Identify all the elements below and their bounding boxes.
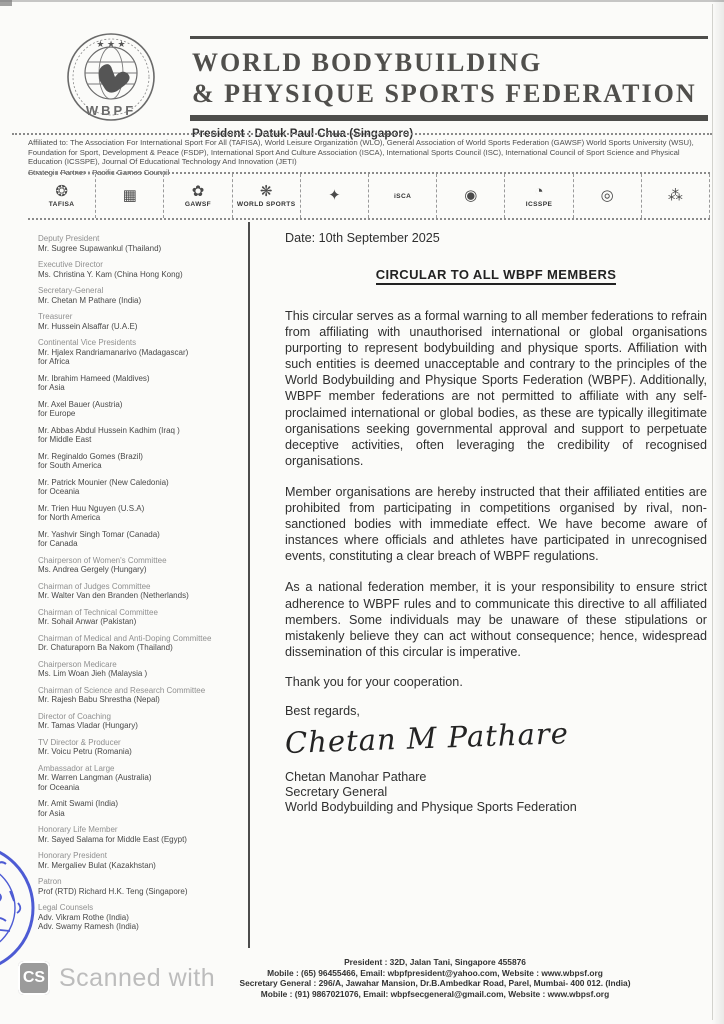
officer-title: Treasurer [38, 312, 73, 321]
dotted-separator [12, 133, 712, 135]
officer-title: Chairman of Medical and Anti-Doping Committee [38, 633, 212, 643]
watermark-text: Scanned with [59, 963, 216, 992]
affiliate-logo-cell [574, 174, 642, 218]
officer-title: Chairman of Science and Research Committee [38, 685, 206, 695]
officer-name: Mr. Yashvir Singh Tomar (Canada) [38, 529, 160, 539]
affiliate-logo-icon: ✦ [328, 187, 341, 204]
officer-title: Continental Vice Presidents [38, 338, 137, 347]
footer-line-3: Secretary General : 296/A, Jawahar Mansion, Dr.B.Ambedkar Road, Parel, Mumbai- 400 012. (India) [239, 978, 631, 989]
officer-title: Secretary-General [38, 286, 104, 295]
footer-line-1: President : 32D, Jalan Tani, Singapore 455876 [344, 957, 526, 967]
camscanner-icon: CS [18, 961, 50, 995]
officer-title: Chairman of Judges Committee [38, 581, 151, 591]
officer-entry [38, 478, 244, 497]
wbpf-logo-icon [60, 31, 162, 127]
affiliate-logo-icon: ◉ [464, 187, 478, 204]
affiliate-logo-label: WORLD SPORTS [236, 201, 296, 208]
officer-region: for Middle East [38, 435, 92, 444]
footer-line-4: Mobile : (91) 9867021076, Email: wbpfsecgeneral@gmail.com, Website : www.wbpsf.org [260, 988, 610, 999]
officer-entry [38, 504, 244, 523]
affiliate-logo-icon: ◎ [600, 187, 614, 204]
officer-title: Chairperson of Women's Committee [38, 555, 167, 565]
officer-name: Mr. Trien Huu Nguyen (U.S.A) [38, 503, 145, 513]
officer-entry [38, 660, 244, 679]
scan-corner-mark [0, 0, 12, 6]
letter-closing: Thank you for your cooperation. [285, 674, 463, 689]
officer-title: Deputy President [38, 234, 100, 243]
officer-entry [38, 582, 244, 601]
letter-paragraph-2: Member organisations are hereby instructed that their affiliated entities are prohibited from participating in competitions organised by rival, non-sanctioned bodies with immediate effect. We have become aware of instances where officials and athletes have participated in unrecognised events, constituting a clear breach of WBPF regulations. [285, 484, 707, 564]
officer-title: Chairperson Medicare [38, 659, 117, 669]
officer-name: Mr. Hussein Alsaffar (U.A.E) [38, 321, 138, 331]
letter-heading [285, 266, 707, 285]
letter-body [285, 222, 707, 815]
officer-region: for North America [38, 513, 101, 522]
scan-fold-line [712, 4, 713, 1020]
signatory-name: Chetan Manohar Pathare [285, 769, 427, 784]
officer-region: for South America [38, 461, 102, 470]
svg-text:WBPF: WBPF [85, 103, 137, 118]
officer-region: for Africa [38, 357, 70, 366]
affiliate-logo-cell [437, 174, 505, 218]
signatory-title: Secretary General [285, 784, 388, 799]
signatory-block [285, 770, 707, 815]
officer-region: for Asia [38, 383, 65, 392]
letter-heading-text: CIRCULAR TO ALL WBPF MEMBERS [376, 267, 617, 285]
officer-name: Mr. Amit Swami (India) [38, 799, 119, 808]
affiliated-text: Affiliated to: The Association For International Sport For All (TAFISA), World Leisure Organization (WLO), General Association of World Sports Federation (GAWSF) World Sports University (WSU), Foundation for Sport, Development & Peace (FSDP), International Sport And Culture Association (ISCA), International Sports Council (ISC), International Council of Sport Science and Physical Education (ICSSPE), Journal Of Educational Technology And Innovation (JETI) [28, 138, 694, 167]
signature-script: Chetan M Pathare [284, 715, 570, 760]
officer-name-secondary: Adv. Swamy Ramesh (India) [38, 922, 139, 931]
officer-name: Mr. Mergaliev Bulat (Kazakhstan) [38, 860, 156, 870]
officer-region: for Asia [38, 808, 65, 818]
letter-regards: Best regards, [285, 703, 360, 718]
wbpf-logo [60, 31, 162, 127]
letterhead-title-block [190, 36, 708, 140]
title-bottom-rule [190, 115, 708, 119]
affiliate-logo-cell [505, 174, 573, 218]
officer-name: Mr. Reginaldo Gomes (Brazil) [38, 451, 143, 461]
org-title [192, 47, 708, 109]
affiliate-logo-label: TAFISA [48, 201, 75, 208]
officer-title: Patron [38, 877, 62, 886]
affiliate-logo-icon: ⁂ [667, 187, 683, 204]
officer-name: Mr. Sugree Supawankul (Thailand) [38, 243, 162, 253]
affiliate-logo-cell [369, 174, 437, 218]
affiliate-logo-icon: ▦ [122, 187, 137, 204]
officer-name: Prof (RTD) Richard H.K. Teng (Singapore) [38, 886, 188, 896]
footer-line-2: Mobile : (65) 96455466, Email: wbpfpresident@yahoo.com, Website : www.wbpsf.org [267, 967, 603, 978]
scan-edge-shadow [712, 0, 724, 1024]
officer-entry [38, 338, 244, 367]
officer-name: Mr. Sayed Salama for Middle East (Egypt) [38, 834, 187, 844]
footer-contact-block [150, 957, 720, 999]
officer-entry [38, 260, 244, 279]
officer-name: Mr. Patrick Mounier (New Caledonia) [38, 477, 169, 487]
officer-title: Honorary President [38, 851, 107, 860]
officer-entry [38, 712, 244, 731]
officer-name: Mr. Walter Van den Branden (Netherlands) [38, 591, 189, 600]
officer-name: Mr. Sohail Anwar (Pakistan) [38, 617, 137, 626]
officer-entry [38, 608, 244, 627]
title-top-rule [190, 36, 708, 39]
affiliate-logo-strip [28, 172, 710, 220]
affiliate-logo-label: iSCA [393, 193, 412, 200]
affiliate-logo-label: ICSSPE [525, 201, 553, 208]
officer-entry [38, 312, 244, 331]
officer-name: Dr. Chaturaporn Ba Nakom (Thailand) [38, 643, 173, 652]
officer-name: Ms. Lim Woan Jieh (Malaysia ) [38, 669, 148, 678]
affiliate-logo-cell [28, 174, 96, 218]
officer-name: Mr. Voicu Petru (Romania) [38, 747, 132, 756]
officer-entry [38, 400, 244, 419]
officer-entry [38, 686, 244, 705]
org-title-line1: WORLD BODYBUILDING [192, 48, 543, 77]
officer-name: Ms. Christina Y. Kam (China Hong Kong) [38, 269, 183, 279]
officer-entry [38, 452, 244, 471]
affiliate-logo-cell [96, 174, 164, 218]
affiliate-logo-cell [642, 174, 710, 218]
president-line: President : Datuk Paul Chua (Singapore) [192, 128, 414, 140]
affiliate-logo-cell [301, 174, 369, 218]
officer-entry [38, 556, 244, 575]
officer-title: Executive Director [38, 260, 103, 269]
officer-entry [38, 530, 244, 549]
sidebar-divider [248, 222, 250, 948]
affiliate-logo-icon: ❋ [259, 183, 273, 200]
officer-entry [38, 374, 244, 393]
officer-entry [38, 764, 244, 793]
officer-name: Adv. Vikram Rothe (India) [38, 912, 129, 922]
officer-name: Mr. Hjalex Randriamanarivo (Madagascar) [38, 347, 189, 357]
officer-name: Mr. Rajesh Babu Shrestha (Nepal) [38, 695, 160, 704]
affiliate-logo-cell [164, 174, 232, 218]
officer-entry [38, 286, 244, 305]
officer-region: for Europe [38, 409, 76, 418]
officer-title: Honorary Life Member [38, 825, 118, 834]
signatory-org: World Bodybuilding and Physique Sports Federation [285, 799, 577, 814]
scan-edge-top [0, 0, 724, 2]
officer-region: for Canada [38, 539, 78, 548]
officer-entry [38, 234, 244, 253]
affiliate-logo-cell [233, 174, 301, 218]
officer-name: Mr. Axel Bauer (Austria) [38, 399, 123, 409]
letter-paragraph-3: As a national federation member, it is your responsibility to ensure strict adherence to WBPF rules and to communicate this directive to all affiliated members. Some individuals may be unaware of these stipulations or mistakenly believe they can act without consequence; hence, widespread dissemination of this circular is imperative. [285, 580, 707, 659]
officer-title: Chairman of Technical Committee [38, 607, 158, 617]
officer-title: TV Director & Producer [38, 737, 121, 747]
officer-name: Mr. Tamas Vladar (Hungary) [38, 721, 138, 730]
officer-name: Mr. Warren Langman (Australia) [38, 773, 152, 782]
officer-entry [38, 738, 244, 757]
affiliate-logo-icon: ✿ [191, 183, 205, 200]
org-title-line2: & PHYSIQUE SPORTS FEDERATION [192, 79, 697, 108]
officer-region: for Oceania [38, 487, 80, 496]
officer-name: Mr. Chetan M Pathare (India) [38, 295, 142, 305]
strategic-partner-text: Strategic Partner : Pacific Games Council [28, 168, 170, 178]
letter-paragraph-1: This circular serves as a formal warning to all member federations to refrain from affiliating with unauthorised international or global organisations purporting to represent bodybuilding and physique sports. Affiliation with such entities is deemed unacceptable and contrary to the principles of the World Bodybuilding and Physique Sports Federation (WBPF). Additionally, WBPF member federations are not permitted to affiliate with any self-proclaimed international or global bodies, as these are typically illegitimate organisations seeking governmental approval and support to perpetuate deceptive activities, often leveraging the credibility of recognised organisations. [285, 309, 707, 468]
affiliate-logo-label: GAWSF [184, 201, 212, 208]
officer-entry [38, 426, 244, 445]
affiliate-logo-icon: ◔ [534, 183, 544, 200]
officer-title: Legal Counsels [38, 903, 94, 912]
svg-text:★ ★ ★: ★ ★ ★ [96, 39, 126, 49]
officer-name: Mr. Abbas Abdul Hussein Kadhim (Iraq ) [38, 425, 180, 435]
affiliate-logo-icon: ❂ [55, 183, 68, 200]
officer-entry [38, 634, 244, 653]
officer-region: for Oceania [38, 782, 80, 792]
officer-name: Ms. Andrea Gergely (Hungary) [38, 565, 147, 574]
officer-title: Ambassador at Large [38, 763, 115, 773]
letter-date: Date: 10th September 2025 [285, 231, 440, 245]
officer-title: Director of Coaching [38, 711, 111, 721]
officer-name: Mr. Ibrahim Hameed (Maldives) [38, 373, 150, 383]
officer-entry [38, 799, 244, 818]
